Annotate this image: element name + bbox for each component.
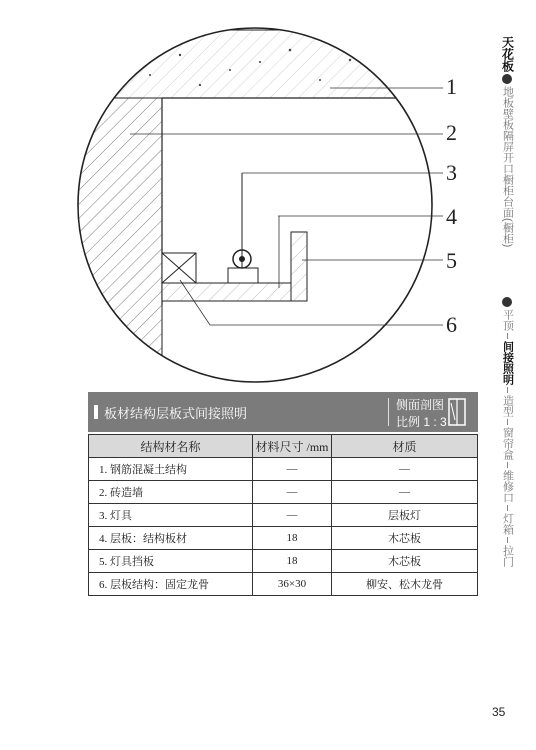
- callout-3: 3: [446, 160, 457, 185]
- cell-material: —: [332, 458, 478, 481]
- table-row: [89, 527, 478, 550]
- nav-item-ceiling[interactable]: 天花板: [500, 36, 515, 72]
- callout-4: 4: [446, 204, 457, 229]
- cell-size: —: [253, 458, 332, 481]
- scale-label: 比例 1 : 3: [396, 415, 447, 429]
- nav-item-opening[interactable]: 开口: [501, 152, 514, 174]
- section-header-bar: [88, 392, 478, 432]
- table-row: [89, 481, 478, 504]
- materials-table: [88, 434, 478, 596]
- page-number: 35: [492, 705, 506, 719]
- table-header-row: [89, 435, 478, 458]
- cell-size: —: [253, 481, 332, 504]
- sub-nav-item-curtain-box[interactable]: 窗帘盒: [501, 427, 514, 461]
- cell-name: 1. 钢筋混凝土结构: [89, 458, 253, 481]
- section-title: 板材结构层板式间接照明: [104, 406, 248, 421]
- cell-material: 木芯板: [332, 550, 478, 573]
- nav-item-cabinet[interactable]: 橱柜: [501, 174, 514, 196]
- nav-item-countertop[interactable]: 台面(橱柜): [501, 196, 514, 248]
- cell-name: 5. 灯具挡板: [89, 550, 253, 573]
- nav-separator: [507, 419, 508, 425]
- sub-nav-item-access-hatch[interactable]: 维修口: [501, 470, 514, 504]
- nav-item-partition[interactable]: 隔屏: [501, 130, 514, 152]
- cell-material: 柳安、松木龙骨: [332, 573, 478, 596]
- sub-nav-item-sliding-door[interactable]: 拉门: [501, 545, 514, 568]
- nav-separator: [507, 537, 508, 543]
- door-panel-icon: [448, 398, 466, 426]
- callout-5: 5: [446, 248, 457, 273]
- table-row: [89, 573, 478, 596]
- sub-nav-item-indirect-lighting[interactable]: 间接照明: [501, 341, 514, 386]
- sub-nav-item-flat[interactable]: 平顶: [501, 309, 514, 332]
- col-header-material: 材质: [332, 435, 478, 458]
- nav-item-floor[interactable]: 地板: [501, 86, 514, 108]
- table-row: [89, 550, 478, 573]
- header-marker: [94, 405, 98, 419]
- sub-nav-item-light-box[interactable]: 灯箱: [501, 513, 514, 536]
- col-header-name: 结构材名称: [89, 435, 253, 458]
- header-divider: [388, 398, 389, 426]
- nav-dot-icon: [502, 74, 512, 84]
- cell-material: —: [332, 481, 478, 504]
- nav-separator: [507, 505, 508, 511]
- table-row: [89, 458, 478, 481]
- sub-nav-item-shaping[interactable]: 造型: [501, 395, 514, 418]
- nav-item-wall-panel[interactable]: 壁板: [501, 108, 514, 130]
- cell-name: 6. 层板结构：固定龙骨: [89, 573, 253, 596]
- cell-material: 木芯板: [332, 527, 478, 550]
- table-row: [89, 504, 478, 527]
- sub-nav-dot-icon: [502, 297, 512, 307]
- cell-size: 36×30: [253, 573, 332, 596]
- cell-name: 2. 砖造墙: [89, 481, 253, 504]
- callout-2: 2: [446, 120, 457, 145]
- nav-separator: [507, 462, 508, 468]
- view-type-label: 侧面剖图: [396, 398, 445, 412]
- cell-material: 层板灯: [332, 504, 478, 527]
- lamp-fixture: [228, 268, 258, 283]
- nav-separator: [507, 333, 508, 339]
- nav-separator: [507, 387, 508, 393]
- cell-size: 18: [253, 550, 332, 573]
- side-navigation: [494, 36, 520, 567]
- callout-6: 6: [446, 312, 457, 337]
- col-header-size: 材料尺寸 /mm: [253, 435, 332, 458]
- cell-size: —: [253, 504, 332, 527]
- cell-name: 3. 灯具: [89, 504, 253, 527]
- callout-1: 1: [446, 74, 457, 99]
- brick-wall: [60, 98, 162, 392]
- cell-size: 18: [253, 527, 332, 550]
- cell-name: 4. 层板：结构板材: [89, 527, 253, 550]
